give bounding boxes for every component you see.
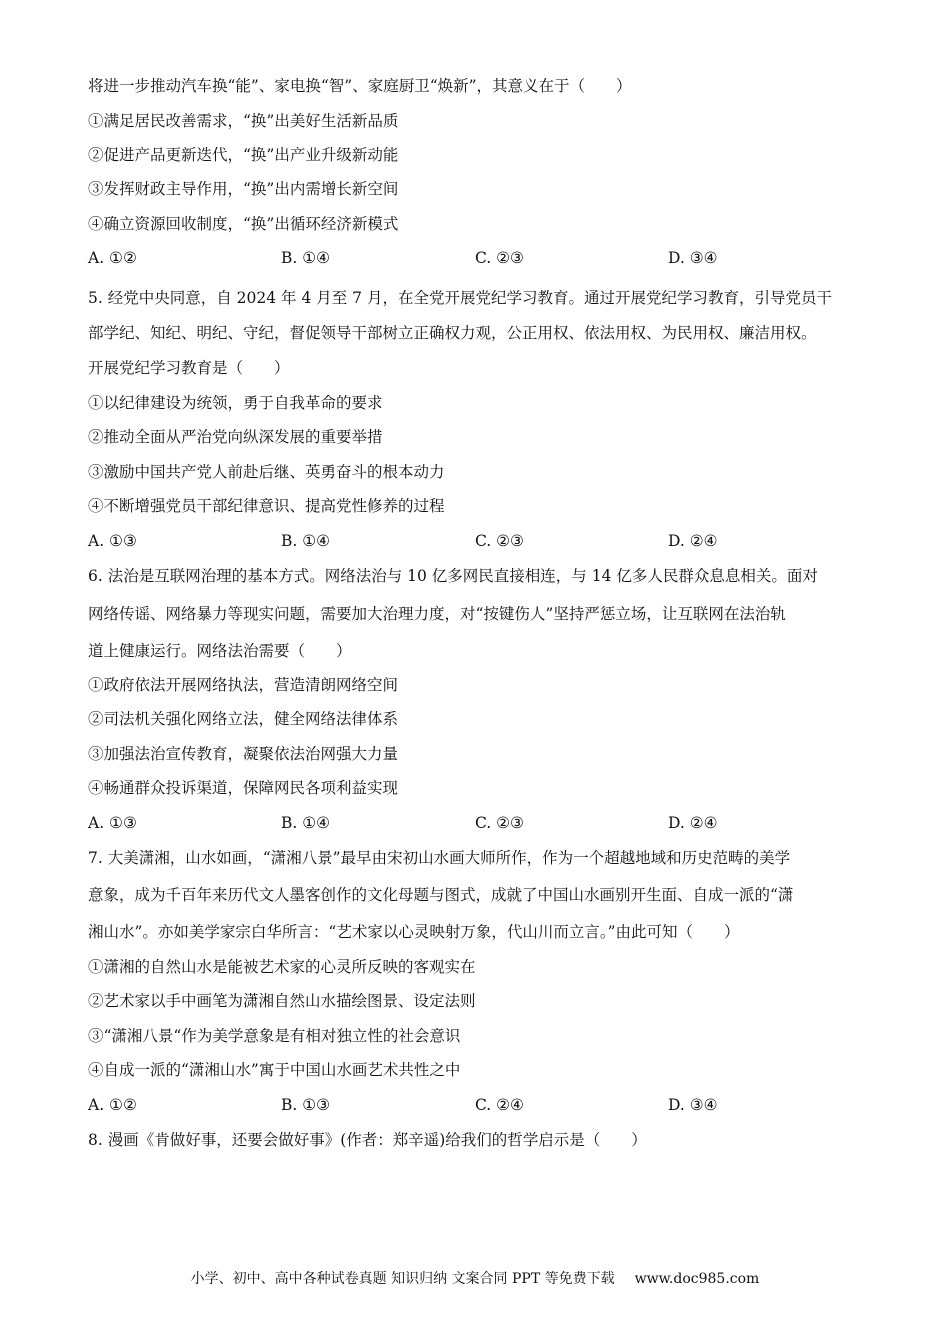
q7-item-2: ②艺术家以手中画笔为潇湘自然山水描绘图景、设定法则: [88, 992, 476, 1010]
q7-item-1: ①潇湘的自然山水是能被艺术家的心灵所反映的客观实在: [88, 958, 476, 976]
q4-option-a[interactable]: A. ①②: [88, 249, 137, 267]
q7-item-4: ④自成一派的“潇湘山水”寓于中国山水画艺术共性之中: [88, 1061, 461, 1079]
q6-item-4: ④畅通群众投诉渠道，保障网民各项利益实现: [88, 779, 399, 797]
q5-option-b[interactable]: B. ①④: [281, 532, 331, 550]
q5-stem-line-1: 5. 经党中央同意，自 2024 年 4 月至 7 月，在全党开展党纪学习教育。通过开展党纪学习教育，引导党员干: [88, 289, 832, 307]
q6-item-3: ③加强法治宣传教育，凝聚依法治网强大力量: [88, 745, 399, 763]
q4-item-1: ①满足居民改善需求，“换”出美好生活新品质: [88, 112, 399, 130]
q6-option-a[interactable]: A. ①③: [88, 814, 137, 832]
q6-option-c[interactable]: C. ②③: [475, 814, 524, 832]
q7-option-d[interactable]: D. ③④: [668, 1096, 718, 1114]
q5-item-3: ③激励中国共产党人前赴后继、英勇奋斗的根本动力: [88, 463, 445, 481]
q7-option-c[interactable]: C. ②④: [475, 1096, 524, 1114]
q7-stem-line-1: 7. 大美潇湘，山水如画，“潇湘八景”最早由宋初山水画大师所作，作为一个超越地域和历史范畴的美学: [88, 849, 791, 867]
q4-item-4: ④确立资源回收制度，“换”出循环经济新模式: [88, 215, 399, 233]
q7-stem-line-3: 湘山水”。亦如美学家宗白华所言：“艺术家以心灵映射万象，代山川而立言。”由此可知（ ）: [88, 923, 740, 941]
q6-option-d[interactable]: D. ②④: [668, 814, 718, 832]
footer-url[interactable]: www.doc985.com: [634, 1271, 760, 1287]
q4-option-b[interactable]: B. ①④: [281, 249, 331, 267]
q5-option-a[interactable]: A. ①③: [88, 532, 137, 550]
q5-item-2: ②推动全面从严治党向纵深发展的重要举措: [88, 428, 383, 446]
q6-stem-line-2: 网络传谣、网络暴力等现实问题，需要加大治理力度，对“按键伤人”坚持严惩立场，让互联网在法治轨: [88, 605, 786, 623]
page-footer: [0, 1270, 950, 1288]
footer-text: 小学、初中、高中各种试卷真题 知识归纳 文案合同 PPT 等免费下载: [190, 1271, 615, 1287]
q5-option-c[interactable]: C. ②③: [475, 532, 524, 550]
q6-item-2: ②司法机关强化网络立法，健全网络法律体系: [88, 710, 399, 728]
q5-option-d[interactable]: D. ②④: [668, 532, 718, 550]
q4-options: [88, 248, 848, 268]
q6-option-b[interactable]: B. ①④: [281, 814, 331, 832]
q8-stem: 8. 漫画《肯做好事，还要会做好事》(作者：郑辛遥)给我们的哲学启示是（ ）: [88, 1131, 647, 1149]
q6-options: [88, 813, 848, 833]
q5-options: [88, 531, 848, 551]
q4-item-3: ③发挥财政主导作用，“换”出内需增长新空间: [88, 180, 399, 198]
q4-item-2: ②促进产品更新迭代，“换”出产业升级新动能: [88, 146, 399, 164]
q4-option-d[interactable]: D. ③④: [668, 249, 718, 267]
q4-stem-continuation: 将进一步推动汽车换“能”、家电换“智”、家庭厨卫“焕新”，其意义在于（ ）: [88, 77, 632, 95]
q6-item-1: ①政府依法开展网络执法，营造清朗网络空间: [88, 676, 399, 694]
q7-item-3: ③“潇湘八景“作为美学意象是有相对独立性的社会意识: [88, 1027, 461, 1045]
q5-item-4: ④不断增强党员干部纪律意识、提高党性修养的过程: [88, 497, 445, 515]
q7-stem-line-2: 意象，成为千百年来历代文人墨客创作的文化母题与图式，成就了中国山水画别开生面、自成一派的“潇: [88, 886, 794, 904]
q6-stem-line-3: 道上健康运行。网络法治需要（ ）: [88, 642, 352, 660]
q5-stem-line-2: 部学纪、知纪、明纪、守纪，督促领导干部树立正确权力观，公正用权、依法用权、为民用权、廉洁用权。: [88, 324, 817, 342]
q7-option-a[interactable]: A. ①②: [88, 1096, 137, 1114]
q4-option-c[interactable]: C. ②③: [475, 249, 524, 267]
q7-option-b[interactable]: B. ①③: [281, 1096, 331, 1114]
q5-item-1: ①以纪律建设为统领，勇于自我革命的要求: [88, 394, 383, 412]
q6-stem-line-1: 6. 法治是互联网治理的基本方式。网络法治与 10 亿多网民直接相连，与 14 亿多人民群众息息相关。面对: [88, 567, 818, 585]
q5-stem-line-3: 开展党纪学习教育是（ ）: [88, 359, 290, 377]
q7-options: [88, 1095, 848, 1115]
